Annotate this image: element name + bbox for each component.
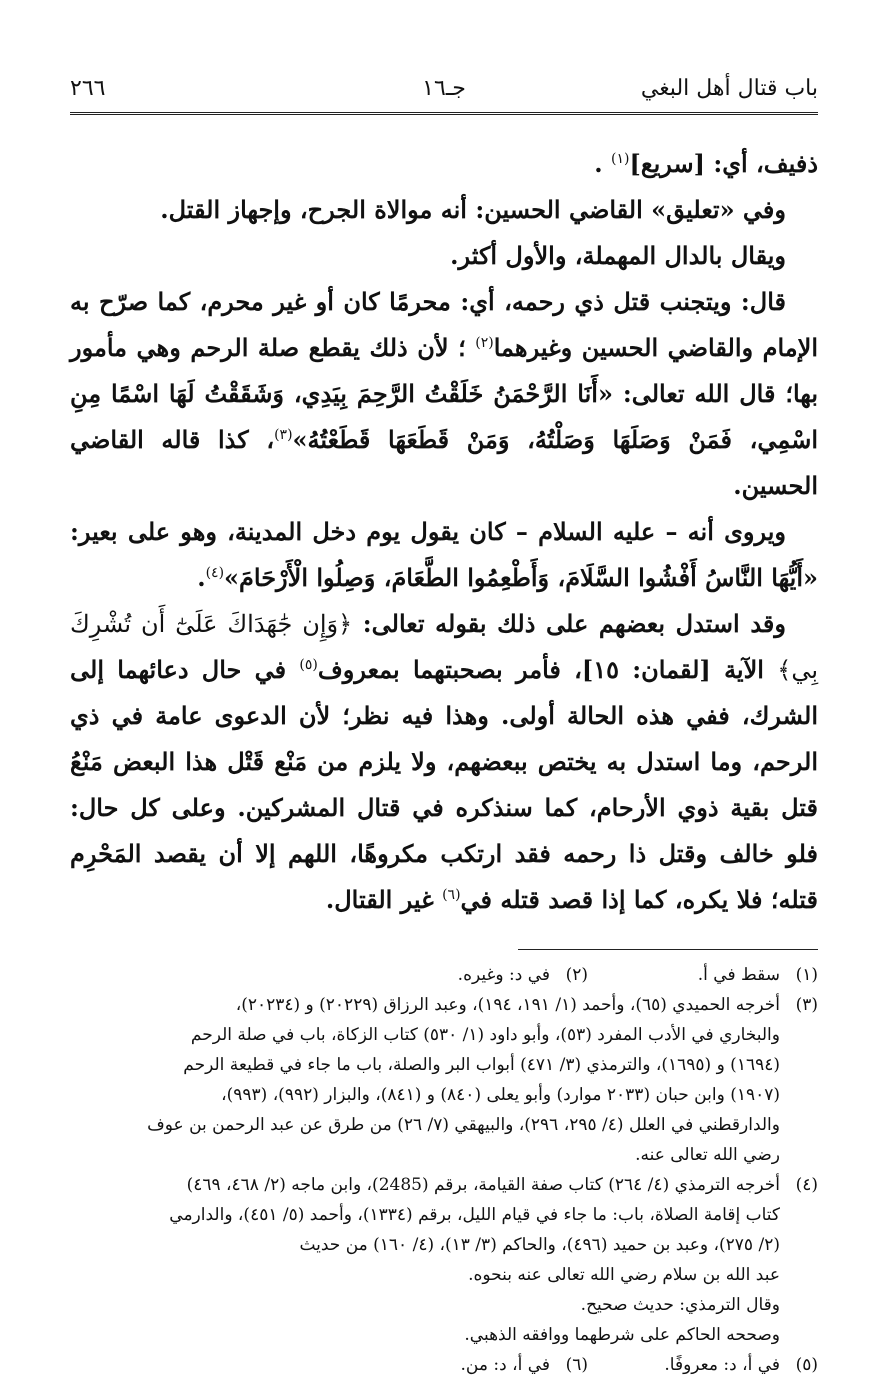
paragraph-4: قال: ويتجنب قتل ذي رحمه، أي: محرمًا كان أو غير محرم، كما صرّح به الإمام والقاضي الحسين وغيرهما$^{(٢)}$ ؛ لأن ذلك يقطع صلة الرحم وهي مأمور بها؛ قال الله تعالى: «أَنَا الرَّحْمَنُ خَلَقْتُ الرَّحِمَ بِيَدِي، وَشَقَقْتُ لَهَا اسْمًا مِنِ اسْمِي، فَمَنْ وَصَلَهَا وَصَلْتُهُ، وَمَنْ قَطَعَهَا قَطَعْتُهُ»$^{(٣)}$، كذا قاله القاضي الحسين. bbox=[70, 287, 819, 500]
footnote-4: (٤) أخرجه الترمذي (٤/ ٢٦٤) كتاب صفة القيامة، برقم (2485)، وابن ماجه (٢/ ٤٦٨، ٤٦٩) كتاب إقامة الصلاة، باب: ما جاء في قيام الليل، برقم (١٣٣٤)، وأحمد (٥/ ٤٥١)، والدارمي (٢/ ٢٧٥)، وعبد بن حميد (٤٩٦)، والحاكم (٣/ ١٣)، (٤/ ١٦٠) من حديث عبد الله بن سلام رضي الله تعالى عنه بنحوه. وقال الترمذي: حديث صحيح. وصححه الحاكم على شرطهما ووافقه الذهبي. bbox=[169, 1175, 818, 1345]
quran-verse: ﴿وَإِن جَٰهَدَاكَ عَلَىٰٓ أَن تُشْرِكَ بِي﴾ bbox=[70, 610, 818, 684]
main-text bbox=[70, 141, 818, 923]
book-page bbox=[70, 70, 818, 1380]
footnote-ref-5: (٥) bbox=[299, 657, 318, 673]
footnote-divider bbox=[518, 949, 818, 950]
paragraph-5: ويروى أنه – عليه السلام – كان يقول يوم دخل المدينة، وهو على بعير: «أَيُّهَا النَّاسُ أَفْشُوا السَّلَامَ، وَأَطْعِمُوا الطَّعَامَ، وَصِلُوا الْأَرْحَامَ»$^{(٤)}$. bbox=[70, 517, 818, 592]
footnote-row-5-6 bbox=[70, 1350, 818, 1380]
footnote-ref-2: (٢) bbox=[475, 335, 494, 351]
footnote-ref-1: (١) bbox=[611, 151, 630, 167]
footnote-2: (٢) في د: وغيره. bbox=[457, 965, 588, 985]
footnote-3: (٣) أخرجه الحميدي (٦٥)، وأحمد (١/ ١٩١، ١٩٤)، وعبد الرزاق (٢٠٢٢٩) و (٢٠٢٣٤)، والبخاري في الأدب المفرد (٥٣)، وأبو داود (١/ ٥٣٠) كتاب الزكاة، باب في صلة الرحم (١٦٩٤) و (١٦٩٥)، والترمذي (٣/ ٤٧١) أبواب البر والصلة، باب ما جاء في قطيعة الرحم (١٩٠٧) وابن حبان (٢٠٣٣ موارد) وأبو يعلى (٨٤٠) و (٨٤١)، والبزار (٩٩٢)، (٩٩٣)، والدارقطني في العلل (٤/ ٢٩٥، ٢٩٦)، والبيهقي (٧/ ٢٦) من طرق عن عبد الرحمن بن عوف رضي الله تعالى عنه. bbox=[147, 995, 818, 1165]
footnotes bbox=[70, 960, 818, 1380]
footnote-ref-6: (٦) bbox=[442, 887, 461, 903]
footnote-1: (١) سقط في أ. bbox=[697, 965, 818, 985]
footnote-5: (٥) في أ، د: معروفًا. bbox=[664, 1355, 818, 1375]
footnote-row-1-2 bbox=[70, 960, 818, 990]
page-header bbox=[70, 70, 818, 115]
paragraph-1: ذفيف، أي: [سريع]$^{(١)}$ . bbox=[594, 149, 818, 178]
paragraph-3: ويقال بالدال المهملة، والأول أكثر. bbox=[450, 241, 786, 270]
chapter-title: باب قتال أهل البغي bbox=[640, 76, 818, 101]
page-number: ٢٦٦ bbox=[70, 76, 106, 101]
paragraph-6: وقد استدل بعضهم على ذلك بقوله تعالى: ﴿وَإِن جَٰهَدَاكَ عَلَىٰٓ أَن تُشْرِكَ بِي﴾ الآية [لقمان: ١٥]، فأمر بصحبتهما بمعروف$^{(٥)}$ في حال دعائهما إلى الشرك، ففي هذه الحالة أولى. وهذا فيه نظر؛ لأن الدعوى عامة في ذي الرحم، وما استدل به يختص ببعضهم، ولا يلزم من مَنْع قَتْل هذا البعض مَنْعُ قتل بقية ذوي الأرحام، كما سنذكره في قتال المشركين. وعلى كل حال: فلو خالف وقتل ذا رحمه فقد ارتكب مكروهًا، اللهم إلا أن يقصد المَحْرِم قتله؛ فلا يكره، كما إذا قصد قتله في$^{(٦)}$ غير القتال. bbox=[70, 609, 818, 914]
volume-label: جـ١٦ bbox=[422, 76, 466, 101]
footnote-ref-4: (٤) bbox=[205, 565, 225, 581]
footnote-ref-3: (٣) bbox=[274, 427, 293, 443]
footnote-6: (٦) في أ، د: من. bbox=[460, 1355, 588, 1375]
paragraph-2: وفي «تعليق» القاضي الحسين: أنه موالاة الجرح، وإجهاز القتل. bbox=[160, 195, 786, 224]
